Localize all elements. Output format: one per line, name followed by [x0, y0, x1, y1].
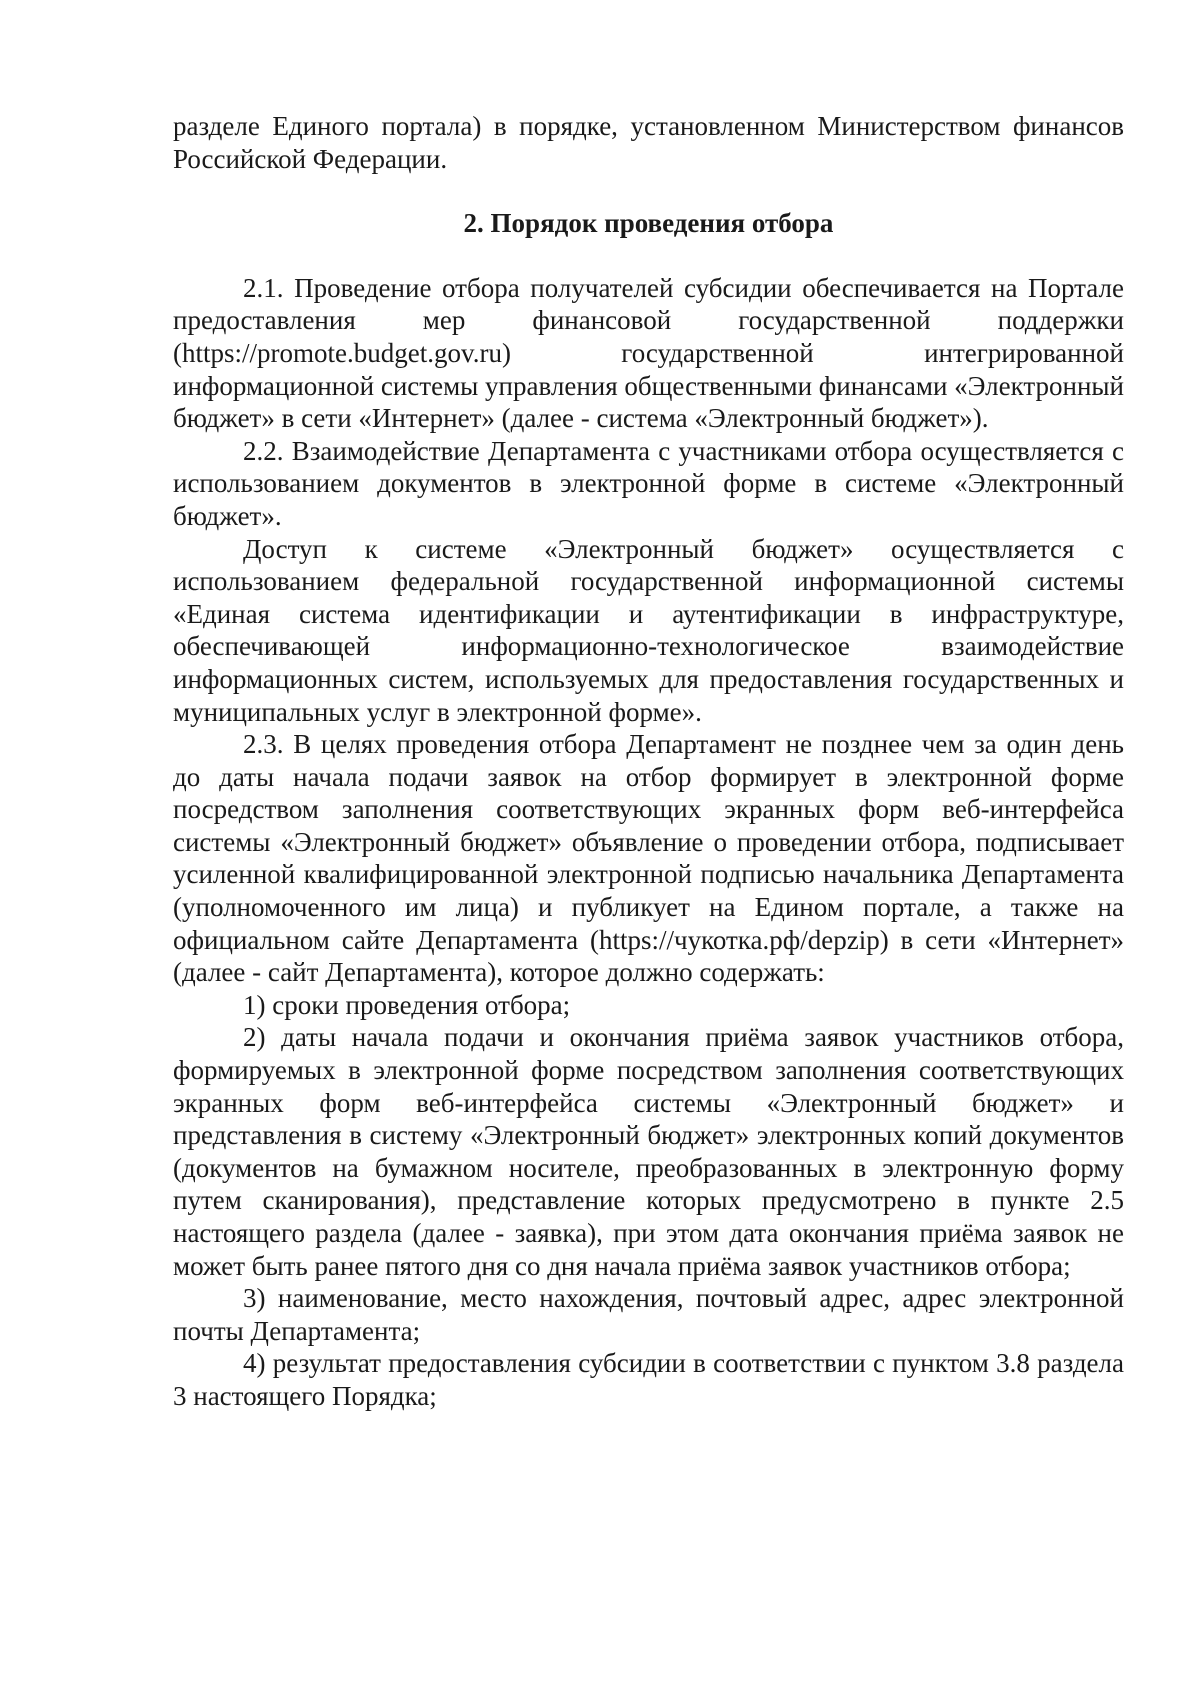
continuation-paragraph: разделе Единого портала) в порядке, установленном Министерством финансов Российской Федерации. [173, 111, 1124, 174]
paragraph-access: Доступ к системе «Электронный бюджет» осуществляется с использованием федеральной государственной информационной системы «Единая система идентификации и аутентификации в инфраструктуре, обеспечивающей информационно-технологическое взаимодействие информационных систем, используемых для предоставления государственных и муниципальных услуг в электронной форме». [173, 533, 1124, 727]
list-item-3: 3) наименование, место нахождения, почтовый адрес, адрес электронной почты Департамента; [173, 1283, 1124, 1346]
list-item-1: 1) сроки проведения отбора; [243, 989, 571, 1020]
paragraph-2-2: 2.2. Взаимодействие Департамента с участниками отбора осуществляется с использованием документов в электронной форме в системе «Электронный бюджет». [173, 435, 1124, 531]
section-heading: 2. Порядок проведения отбора [463, 208, 834, 239]
document-body [173, 110, 1124, 1413]
list-item-2: 2) даты начала подачи и окончания приёма заявок участников отбора, формируемых в электронной форме посредством заполнения соответствующих экранных форм веб-интерфейса системы «Электронный бюджет» и представления в систему «Электронный бюджет» электронных копий документов (документов на бумажном носителе, преобразованных в электронную форму путем сканирования), представление которых предусмотрено в пункте 2.5 настоящего раздела (далее - заявка), при этом дата окончания приёма заявок не может быть ранее пятого дня со дня начала приёма заявок участников отбора; [173, 1022, 1124, 1281]
paragraph-2-1: 2.1. Проведение отбора получателей субсидии обеспечивается на Портале предоставления мер финансовой государственной поддержки (https://promote.budget.gov.ru) государственной интегрированной информационной системы управления общественными финансами «Электронный бюджет» в сети «Интернет» (далее - система «Электронный бюджет»). [173, 272, 1124, 434]
paragraph-2-3: 2.3. В целях проведения отбора Департамент не позднее чем за один день до даты начала подачи заявок на отбор формирует в электронной форме посредством заполнения соответствующих экранных форм веб-интерфейса системы «Электронный бюджет» объявление о проведении отбора, подписывает усиленной квалифицированной электронной подписью начальника Департамента (уполномоченного им лица) и публикует на Едином портале, а также на официальном сайте Департамента (https://чукотка.рф/depzip) в сети «Интернет» (далее - сайт Департамента), которое должно содержать: [173, 729, 1124, 988]
list-item-4: 4) результат предоставления субсидии в соответствии с пунктом 3.8 раздела 3 настоящего Порядка; [173, 1348, 1124, 1411]
